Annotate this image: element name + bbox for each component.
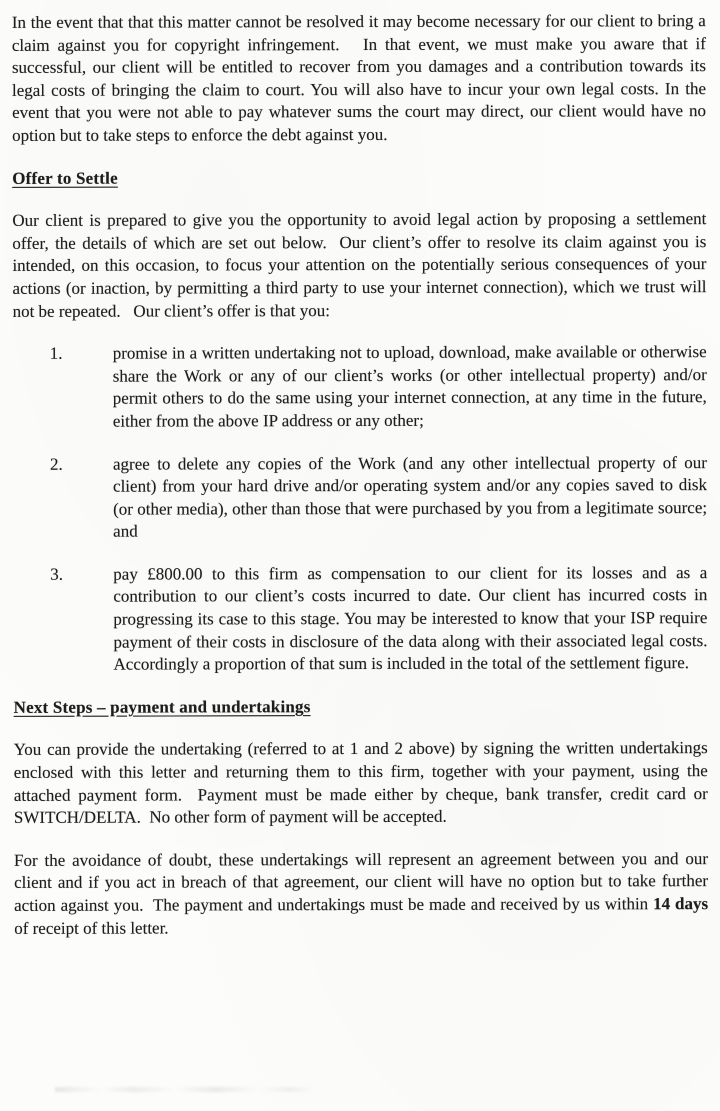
list-item-undertaking bbox=[13, 341, 712, 433]
section-heading-offer-to-settle: Offer to Settle bbox=[12, 168, 118, 188]
list-item-text: promise in a written undertaking not to upload, download, make available or otherwise share the Work or any of our client’s works (or other intellectual property) and/or permit others to do the same using your internet connection, at any time in the future, either from the above IP address or any other; bbox=[112, 342, 712, 431]
list-item-text: agree to delete any copies of the Work (and any other intellectual property of our client) from your hard drive and/or operating system and/or any copies saved to disk (or other media), other than those that were purchased by you from a legitimate source; and bbox=[112, 452, 712, 541]
letter-body bbox=[11, 10, 713, 940]
paragraph-offer-intro: Our client is prepared to give you the opportunity to avoid legal action by proposing a settlement offer, the details of which are set out below. Our client’s offer to resolve its claim against you is intended, on this occasion, to focus your attention on the potentially serious consequences of your actions (or inaction, by permitting a third party to use your internet connection), which we trust will not be repeated. Our client’s offer is that you: bbox=[12, 209, 711, 321]
paragraph-claim-warning: In the event that that this matter cannot be resolved it may become necessary for our client to bring a claim against you for copyright infringement. In that event, we must make you aware that if successful, our client will be entitled to recover from you damages and a contribution towards its legal costs of bringing the claim to court. You will also have to incur your own legal costs. In the event that you were not able to pay whatever sums the court may direct, our client would have no option but to take steps to enforce the debt against you. bbox=[11, 11, 711, 145]
section-heading-next-steps: Next Steps – payment and undertakings bbox=[13, 696, 311, 717]
settlement-terms-list bbox=[13, 341, 712, 677]
list-item-delete-copies bbox=[13, 452, 712, 544]
list-item-number: 1. bbox=[49, 343, 63, 363]
agreement-text-before: For the avoidance of doubt, these undertakings will represent an agreement between you and our client and if you act in breach of that agreement, our client will have no option but to take further action against you. The payment and undertakings must be made and received by us within bbox=[13, 848, 713, 915]
scan-smudge-artifact bbox=[55, 1087, 315, 1092]
list-item-number: 2. bbox=[49, 454, 63, 474]
paragraph-payment-instructions: You can provide the undertaking (referred to at 1 and 2 above) by signing the written undertakings enclosed with this letter and returning them to this firm, together with your payment, using the attached payment form. Payment must be made either by cheque, bank transfer, credit card or SWITCH/DELTA. No other form of payment will be accepted. bbox=[13, 738, 713, 828]
list-item-text: pay £800.00 to this firm as compensation to our client for its losses and as a contribution to our client’s costs incurred to date. Our client has incurred costs in progressing its case to this stage. You may be interested to know that your ISP require payment of their costs in disclosure of the data along with their associated legal costs. Accordingly a proportion of that sum is included in the total of the settlement figure. bbox=[113, 562, 712, 674]
agreement-text-after: of receipt of this letter. bbox=[14, 894, 713, 938]
list-item-payment bbox=[13, 562, 712, 677]
paragraph-agreement-deadline bbox=[13, 848, 713, 940]
list-item-number: 3. bbox=[50, 564, 64, 584]
deadline-emphasis: 14 days bbox=[653, 894, 709, 914]
